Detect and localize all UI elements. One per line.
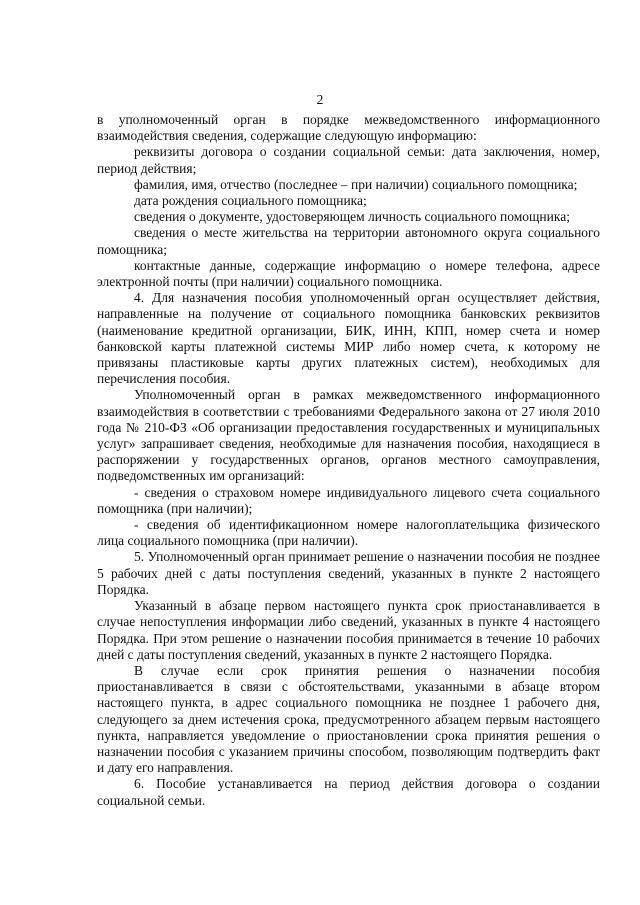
paragraph: в уполномоченный орган в порядке межведомственного информационного взаимодействия сведения, содержащие следующую информацию: [97,112,600,144]
paragraph: Уполномоченный орган в рамках межведомственного информационного взаимодействия в соответствии с требованиями Федерального закона от 27 июля 2010 года № 210-ФЗ «Об организации предоставления государственных и муниципальных услуг» запрашивает сведения, необходимые для назначения пособия, находящиеся в распоряжении у государственных органов, органов местного самоуправления, подведомственных им организаций: [97,387,600,484]
paragraph: В случае если срок принятия решения о назначении пособия приостанавливается в связи с обстоятельствами, указанными в абзаце втором настоящего пункта, в адрес социального помощника не позднее 1 рабочего дня, следующего за днем истечения срока, предусмотренного абзацем первым настоящего пункта, направляется уведомление о приостановлении срока принятия решения о назначении пособия с указанием причины способом, позволяющим подтвердить факт и дату его направления. [97,662,600,776]
page-number: 2 [316,92,324,107]
paragraph: контактные данные, содержащие информацию о номере телефона, адресе электронной почты (при наличии) социального помощника. [97,257,600,290]
paragraph: дата рождения социального помощника; [134,193,367,209]
paragraph: 5. Уполномоченный орган принимает решение о назначении пособия не позднее 5 рабочих дней с даты поступления сведений, указанных в пункте 2 настоящего Порядка. [97,549,600,597]
paragraph: 6. Пособие устанавливается на период действия договора о создании социальной семьи. [97,776,600,808]
paragraph: сведения о месте жительства на территории автономного округа социального помощника; [97,225,600,257]
document-body [97,112,600,809]
paragraph: сведения о документе, удостоверяющем личность социального помощника; [134,209,570,225]
paragraph: - сведения об идентификационном номере налогоплательщика физического лица социального помощника (при наличии). [97,517,600,549]
paragraph: - сведения о страховом номере индивидуального лицевого счета социального помощника (при наличии); [97,484,600,516]
paragraph: Указанный в абзаце первом настоящего пункта срок приостанавливается в случае непоступления информации либо сведений, указанных в пункте 4 настоящего Порядка. При этом решение о назначении пособия принимается в течение 10 рабочих дней с даты поступления сведений, указанных в пункте 2 настоящего Порядка. [97,598,600,662]
paragraph: фамилия, имя, отчество (последнее – при наличии) социального помощника; [134,176,578,192]
paragraph: 4. Для назначения пособия уполномоченный орган осуществляет действия, направленные на получение от социального помощника банковских реквизитов (наименование кредитной организации, БИК, ИНН, КПП, номер счета и номер банковской карты платежной системы МИР либо номер счета, к которому не привязаны пластиковые карты других платежных систем), необходимых для перечисления пособия. [97,290,600,387]
paragraph: реквизиты договора о создании социальной семьи: дата заключения, номер, период действия; [97,144,600,176]
